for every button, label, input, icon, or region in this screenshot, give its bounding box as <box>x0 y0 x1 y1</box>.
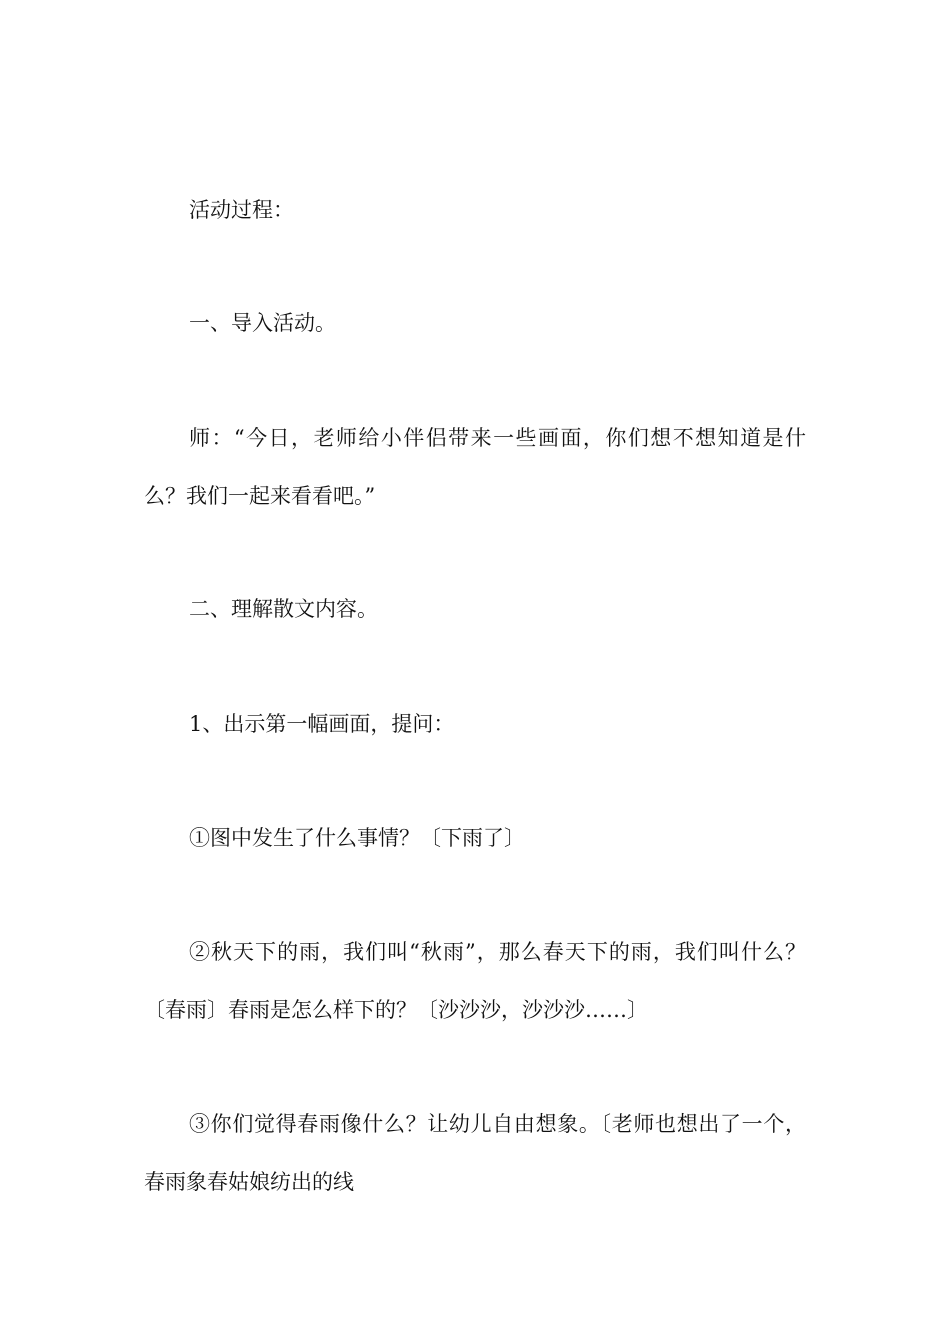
paragraph-teacher-intro: 师：“今日，老师给小伴侣带来一些画面，你们想不想知道是什么？我们一起来看看吧。” <box>144 426 806 508</box>
paragraph-activity-process: 活动过程： <box>189 198 294 222</box>
paragraph-section-two-heading: 二、理解散文内容。 <box>189 597 378 621</box>
paragraph-step-one: 1、出示第一幅画面，提问： <box>189 712 455 736</box>
paragraph-question-one: ①图中发生了什么事情？〔下雨了〕 <box>189 826 525 850</box>
paragraph-section-one-heading: 一、导入活动。 <box>189 311 336 335</box>
paragraph-question-two: ②秋天下的雨，我们叫“秋雨”，那么春天下的雨，我们叫什么？〔春雨〕春雨是怎么样下的？〔沙沙沙，沙沙沙……〕 <box>144 940 806 1022</box>
paragraph-question-three: ③你们觉得春雨像什么？让幼儿自由想象。〔老师也想出了一个，春雨象春姑娘纺出的线 <box>144 1112 806 1194</box>
